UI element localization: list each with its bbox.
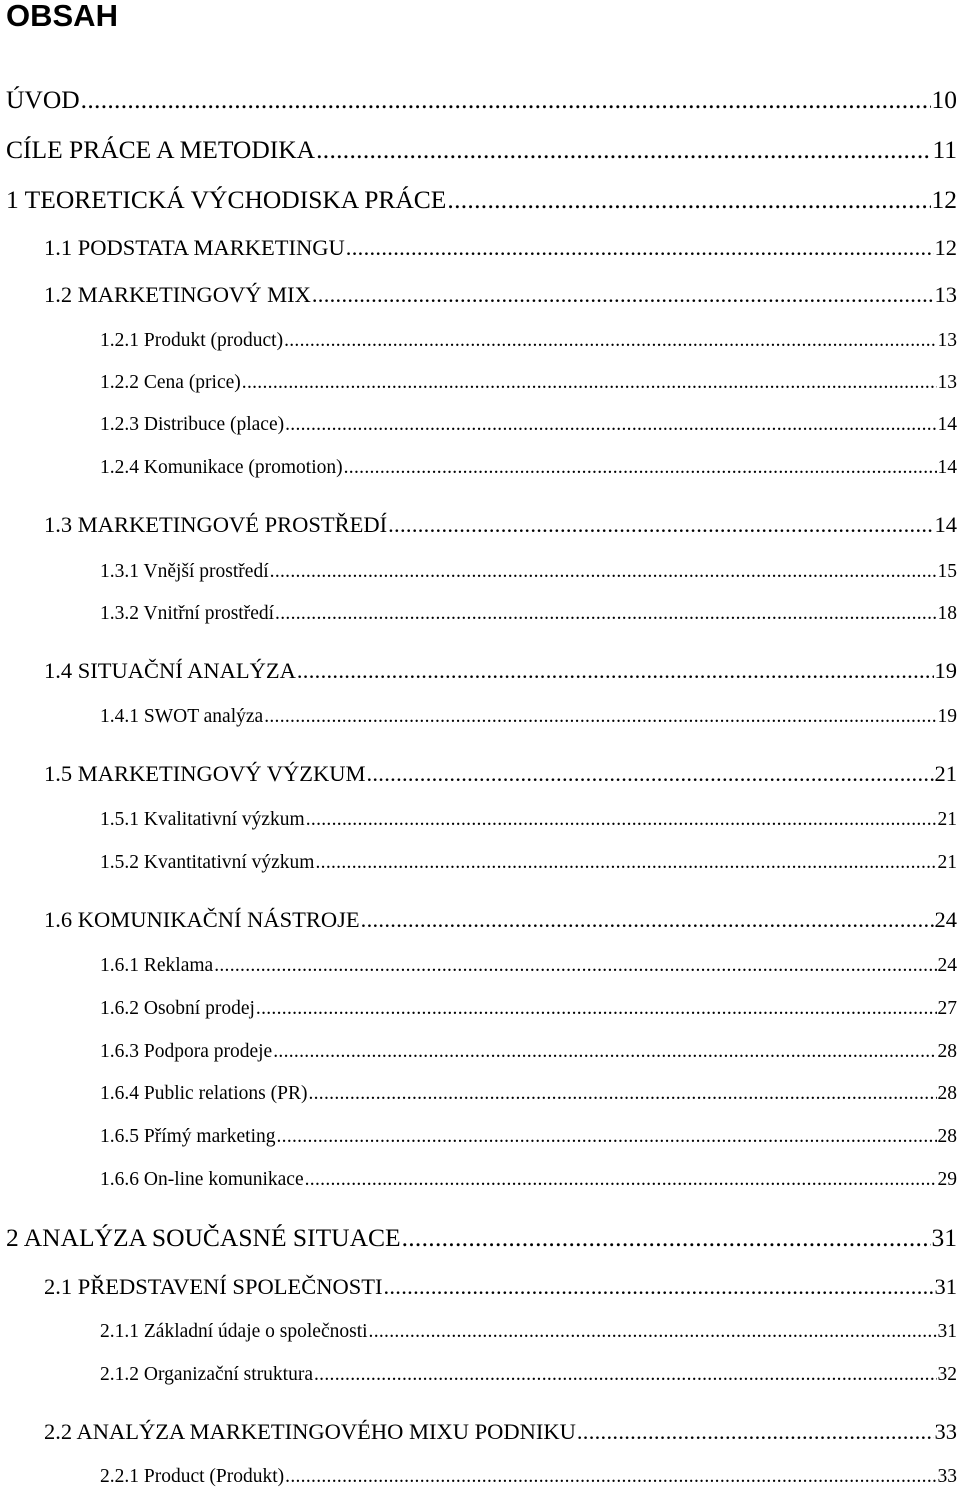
toc-dot-leader <box>312 282 934 308</box>
toc-entry[interactable] <box>100 955 957 977</box>
toc-entry[interactable] <box>100 414 957 436</box>
toc-dot-leader <box>284 330 936 352</box>
toc-entry-title: 1.2.3 Distribuce (place) <box>100 414 285 435</box>
toc-entry-title: 1.3.1 Vnější prostředí <box>100 561 269 582</box>
toc-entry-page: 21 <box>937 809 957 830</box>
toc-entry-page: 32 <box>937 1364 957 1385</box>
toc-entry[interactable] <box>44 761 957 787</box>
toc-entry-page: 13 <box>934 282 957 307</box>
toc-entry-page: 24 <box>934 907 957 932</box>
toc-entry-title: 1.5 MARKETINGOVÝ VÝZKUM <box>44 761 366 786</box>
toc-entry-title: 1.6.2 Osobní prodej <box>100 998 255 1019</box>
toc-dot-leader <box>276 1126 936 1148</box>
toc-dot-leader <box>81 85 931 115</box>
toc-entry-page: 18 <box>937 603 957 624</box>
toc-entry-title: 2.1 PŘEDSTAVENÍ SPOLEČNOSTI <box>44 1274 383 1299</box>
toc-dot-leader <box>344 457 937 479</box>
toc-entry-title: 2.2.1 Product (Produkt) <box>100 1466 285 1487</box>
toc-entry-title: 1.6.3 Podpora prodeje <box>100 1041 273 1062</box>
toc-entry[interactable] <box>100 561 957 583</box>
toc-entry[interactable] <box>100 809 957 831</box>
toc-entry-page: 14 <box>937 457 957 478</box>
toc-entry-title: 2 ANALÝZA SOUČASNÉ SITUACE <box>6 1223 401 1252</box>
toc-entry-page: 11 <box>932 135 957 164</box>
toc-dot-leader <box>314 1364 937 1386</box>
toc-dot-leader <box>447 185 930 215</box>
toc-entry[interactable] <box>6 85 957 115</box>
toc-entry-page: 14 <box>934 512 957 537</box>
toc-dot-leader <box>577 1419 934 1445</box>
toc-entry[interactable] <box>44 658 957 684</box>
toc-entry-title: 1.1 PODSTATA MARKETINGU <box>44 235 345 260</box>
toc-dot-leader <box>264 706 936 728</box>
toc-entry[interactable] <box>100 1169 957 1191</box>
toc-dot-leader <box>402 1223 931 1253</box>
toc-entry[interactable] <box>6 1223 957 1253</box>
toc-entry-page: 21 <box>937 852 957 873</box>
toc-entry[interactable] <box>100 1083 957 1105</box>
toc-entry-title: 1.4 SITUAČNÍ ANALÝZA <box>44 658 296 683</box>
toc-entry-page: 28 <box>937 1041 957 1062</box>
toc-dot-leader <box>316 135 931 165</box>
toc-entry[interactable] <box>100 1466 957 1488</box>
toc-dot-leader <box>388 512 933 538</box>
toc-dot-leader <box>366 761 933 787</box>
toc-entry[interactable] <box>100 457 957 479</box>
toc-entry-page: 13 <box>937 372 957 393</box>
toc-dot-leader <box>256 998 937 1020</box>
toc-entry-page: 28 <box>937 1126 957 1147</box>
toc-entry-page: 13 <box>937 330 957 351</box>
toc-entry[interactable] <box>6 185 957 215</box>
toc-dot-leader <box>270 561 937 583</box>
toc-entry-page: 15 <box>937 561 957 582</box>
toc-entry[interactable] <box>100 1321 957 1343</box>
toc-entry-page: 19 <box>934 658 957 683</box>
toc-entry-title: 1 TEORETICKÁ VÝCHODISKA PRÁCE <box>6 185 447 214</box>
toc-entry[interactable] <box>44 1274 957 1300</box>
toc-entry-page: 14 <box>937 414 957 435</box>
toc-dot-leader <box>369 1321 937 1343</box>
toc-entry[interactable] <box>100 998 957 1020</box>
toc-dot-leader <box>361 907 934 933</box>
toc-entry-title: 1.5.2 Kvantitativní výzkum <box>100 852 315 873</box>
toc-entry-title: 2.2 ANALÝZA MARKETINGOVÉHO MIXU PODNIKU <box>44 1419 576 1444</box>
toc-dot-leader <box>275 603 936 625</box>
toc-entry-page: 33 <box>934 1419 957 1444</box>
toc-entry-page: 12 <box>931 185 957 214</box>
toc-dot-leader <box>383 1274 933 1300</box>
toc-dot-leader <box>305 1169 937 1191</box>
toc-entry-title: ÚVOD <box>6 85 80 114</box>
toc-entry-page: 31 <box>934 1274 957 1299</box>
toc-entry[interactable] <box>100 852 957 874</box>
toc-dot-leader <box>315 852 936 874</box>
toc-entry[interactable] <box>100 372 957 394</box>
toc-entry[interactable] <box>44 282 957 308</box>
toc-entry[interactable] <box>100 1364 957 1386</box>
toc-dot-leader <box>306 809 937 831</box>
toc-entry-title: 1.2.1 Produkt (product) <box>100 330 284 351</box>
toc-entry-page: 27 <box>937 998 957 1019</box>
toc-entry-title: 1.4.1 SWOT analýza <box>100 706 264 727</box>
toc-entry-title: 1.6.1 Reklama <box>100 955 214 976</box>
toc-entry[interactable] <box>100 603 957 625</box>
toc-entry[interactable] <box>6 135 957 165</box>
toc-entry-page: 31 <box>937 1321 957 1342</box>
toc-entry-page: 10 <box>931 85 957 114</box>
toc-dot-leader <box>285 1466 936 1488</box>
toc-dot-leader <box>242 372 937 394</box>
page-title: OBSAH <box>6 0 118 33</box>
toc-entry[interactable] <box>44 235 957 261</box>
toc-dot-leader <box>297 658 934 684</box>
toc-entry[interactable] <box>44 907 957 933</box>
toc-entry-page: 31 <box>931 1223 957 1252</box>
toc-dot-leader <box>214 955 936 977</box>
toc-entry[interactable] <box>100 1126 957 1148</box>
toc-entry-title: 1.3 MARKETINGOVÉ PROSTŘEDÍ <box>44 512 388 537</box>
toc-entry-title: 1.5.1 Kvalitativní výzkum <box>100 809 305 830</box>
toc-entry-title: 1.6.6 On-line komunikace <box>100 1169 304 1190</box>
toc-entry-page: 19 <box>937 706 957 727</box>
toc-entry-title: 1.2.4 Komunikace (promotion) <box>100 457 343 478</box>
toc-dot-leader <box>308 1083 936 1105</box>
toc-entry-title: 1.2 MARKETINGOVÝ MIX <box>44 282 311 307</box>
toc-entry-page: 28 <box>937 1083 957 1104</box>
toc-entry[interactable] <box>44 1419 957 1445</box>
toc-entry[interactable] <box>44 512 957 538</box>
toc-entry-title: 1.2.2 Cena (price) <box>100 372 241 393</box>
toc-dot-leader <box>285 414 936 436</box>
toc-entry-title: CÍLE PRÁCE A METODIKA <box>6 135 316 164</box>
toc-entry-title: 1.6.5 Přímý marketing <box>100 1126 276 1147</box>
toc-entry-title: 1.3.2 Vnitřní prostředí <box>100 603 275 624</box>
toc-entry-title: 2.1.2 Organizační struktura <box>100 1364 313 1385</box>
toc-entry-page: 24 <box>937 955 957 976</box>
toc-entry[interactable] <box>100 1041 957 1063</box>
toc-dot-leader <box>346 235 934 261</box>
toc-entry[interactable] <box>100 330 957 352</box>
toc-entry-page: 21 <box>934 761 957 786</box>
toc-entry-title: 1.6 KOMUNIKAČNÍ NÁSTROJE <box>44 907 360 932</box>
toc-dot-leader <box>273 1041 936 1063</box>
toc-entry-page: 12 <box>934 235 957 260</box>
toc-entry-page: 29 <box>937 1169 957 1190</box>
toc-entry-title: 1.6.4 Public relations (PR) <box>100 1083 308 1104</box>
toc-entry-title: 2.1.1 Základní údaje o společnosti <box>100 1321 368 1342</box>
toc-entry-page: 33 <box>937 1466 957 1487</box>
toc-entry[interactable] <box>100 706 957 728</box>
